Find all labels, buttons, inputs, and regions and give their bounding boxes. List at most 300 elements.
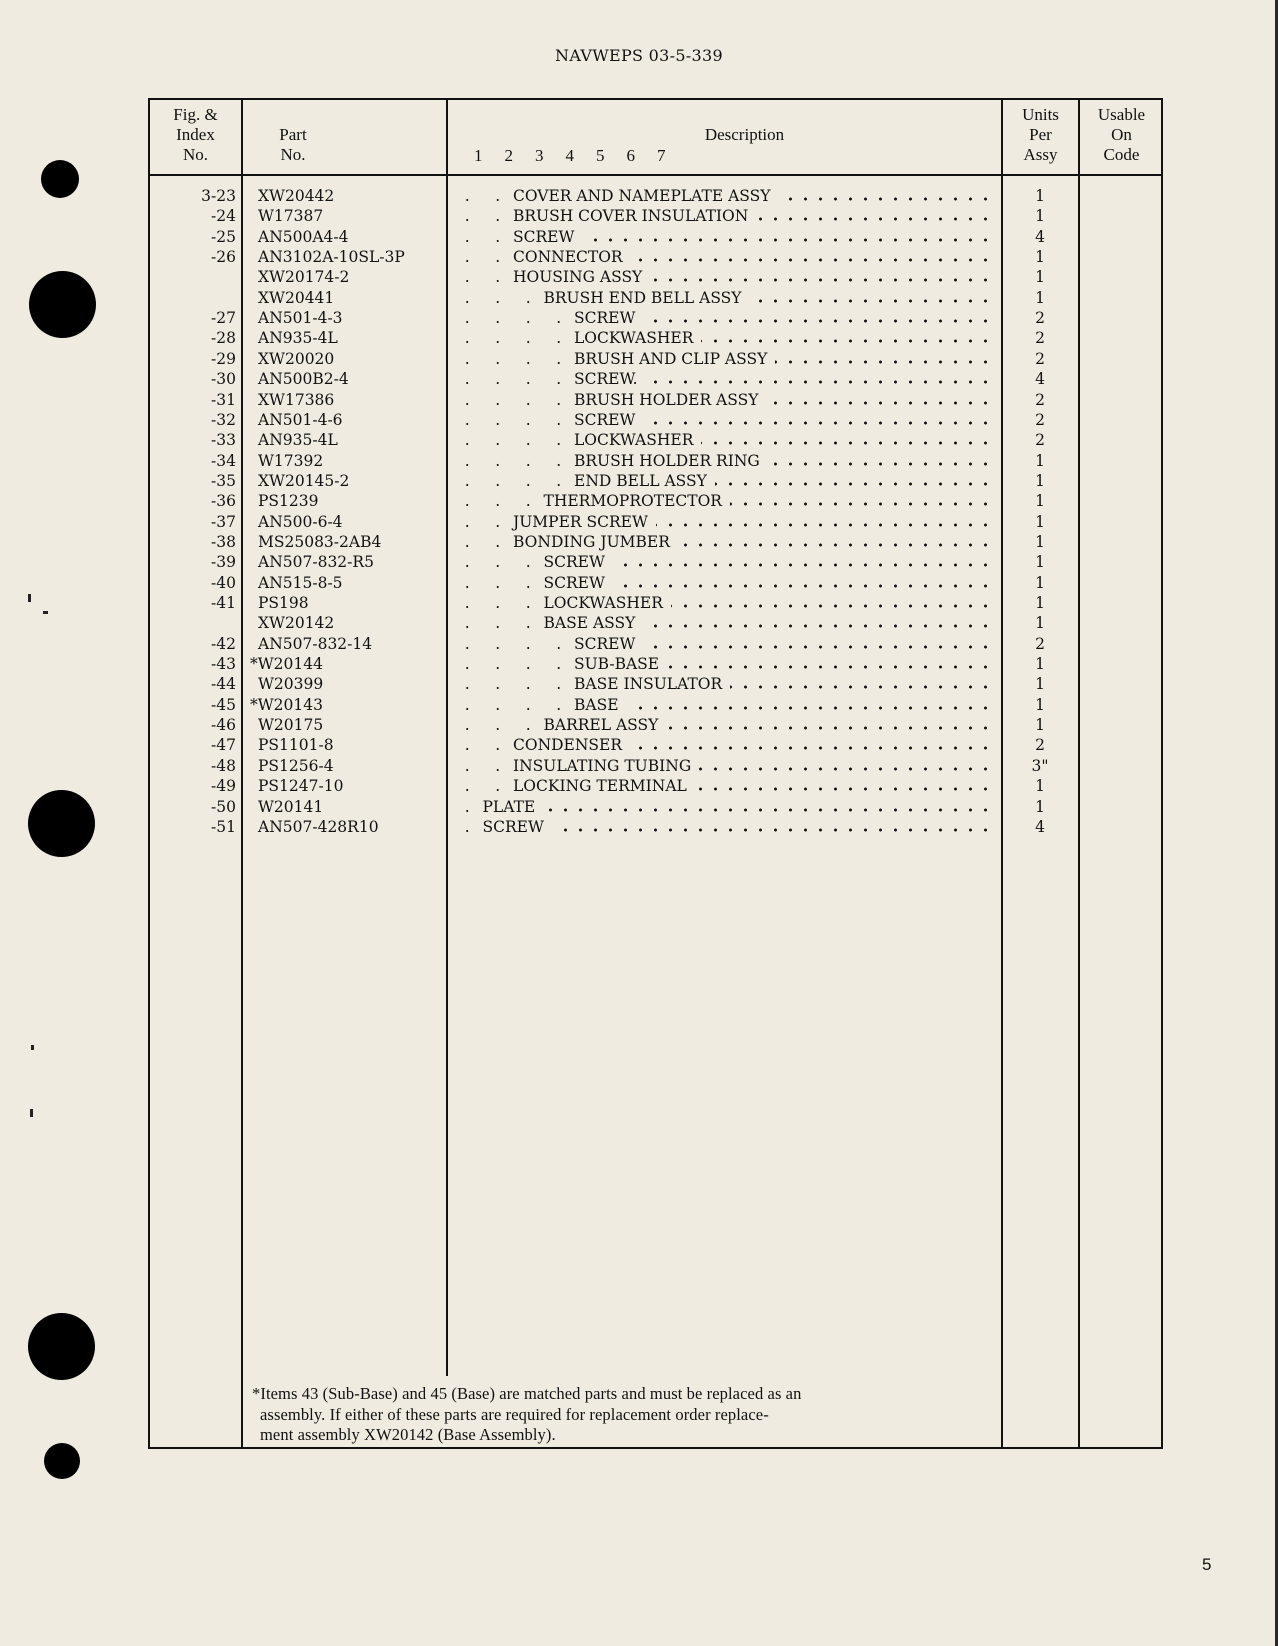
header-part: Part No.	[279, 125, 307, 164]
part-number: AN507-832-14	[258, 634, 373, 653]
indent-dot: .	[495, 309, 501, 328]
indent-dot: .	[464, 655, 470, 674]
units-per-assy: 1	[1035, 288, 1045, 307]
part-number: XW20020	[258, 349, 335, 368]
table-row	[150, 410, 1161, 430]
description	[452, 634, 996, 654]
description-text: BRUSH END BELL ASSY	[543, 288, 742, 307]
description-text: SCREW	[543, 553, 605, 572]
description-text: BONDING JUMBER	[513, 532, 670, 551]
scan-speck	[30, 1109, 33, 1117]
dot-leader	[779, 186, 996, 206]
description	[452, 797, 996, 817]
indent-dot: .	[495, 471, 501, 490]
description	[452, 471, 996, 491]
index-number: -49	[211, 777, 236, 796]
description-text: CONDENSER	[513, 736, 623, 755]
dot-leader	[643, 634, 996, 654]
dot-leader	[643, 410, 996, 430]
index-number: -39	[211, 553, 236, 572]
indent-dot: .	[525, 492, 531, 511]
table-row	[150, 532, 1161, 552]
description	[452, 756, 996, 776]
indent-dot: .	[464, 288, 470, 307]
dot-leader	[730, 674, 996, 694]
dot-leader	[644, 613, 996, 633]
dot-leader	[552, 817, 996, 837]
table-row	[150, 735, 1161, 755]
description	[452, 410, 996, 430]
scan-speck	[31, 1045, 34, 1050]
description-text: PLATE	[482, 797, 536, 816]
indent-dot: .	[464, 797, 470, 816]
indent-dot: .	[495, 736, 501, 755]
indent-dot: .	[525, 288, 531, 307]
index-number: -44	[211, 675, 236, 694]
indent-dot: .	[495, 716, 501, 735]
part-number: XW20142	[258, 614, 335, 633]
description-text: INSULATING TUBING	[513, 756, 692, 775]
part-number: AN500-6-4	[258, 512, 343, 531]
indent-dot: .	[525, 431, 531, 450]
indent-dot: .	[495, 512, 501, 531]
header-divider	[150, 174, 1161, 176]
description-text: LOCKWASHER	[574, 329, 694, 348]
indent-dot: .	[464, 594, 470, 612]
table-row	[150, 776, 1161, 796]
description-text: SCREW	[513, 227, 575, 246]
description-text: HOUSING ASSY	[513, 268, 643, 287]
indent-dot: .	[556, 410, 562, 429]
indent-dot: .	[525, 655, 531, 674]
indent-dot: .	[525, 309, 531, 328]
indent-dot: .	[464, 471, 470, 490]
units-per-assy: 2	[1035, 309, 1045, 328]
description-text: BRUSH HOLDER RING	[574, 451, 760, 470]
indent-dot: .	[495, 675, 501, 694]
footnote: *Items 43 (Sub-Base) and 45 (Base) are matched parts and must be replaced as an assembly. If either of these parts are required for replacement order replace- ment assembly XW20142 (Base Assembly).	[252, 1384, 802, 1444]
description-text: LOCKWASHER	[574, 431, 694, 450]
indent-dot: .	[464, 329, 470, 348]
description-text: SCREW	[574, 410, 636, 429]
units-per-assy: 1	[1035, 553, 1045, 572]
indent-dot: .	[495, 370, 501, 389]
description	[452, 349, 996, 369]
dot-leader	[643, 308, 996, 328]
index-number: -42	[211, 634, 236, 653]
punch-hole	[41, 160, 79, 198]
table-row	[150, 613, 1161, 633]
description-text: BASE	[574, 695, 619, 714]
indent-dot: .	[525, 594, 531, 612]
table-row	[150, 471, 1161, 491]
part-number: W20175	[258, 716, 324, 735]
indent-dot: .	[464, 614, 470, 633]
indent-dot: .	[464, 736, 470, 755]
table-row	[150, 247, 1161, 267]
indent-dot: .	[495, 695, 501, 714]
units-per-assy: 1	[1035, 716, 1045, 735]
indent-dot: .	[525, 471, 531, 490]
parts-list-table	[148, 98, 1163, 1449]
index-number: -33	[211, 431, 236, 450]
indent-dot: .	[525, 451, 531, 470]
description	[452, 593, 996, 613]
part-number: AN501-4-3	[258, 309, 343, 328]
units-per-assy: 2	[1035, 431, 1045, 450]
description-text: BASE INSULATOR	[574, 675, 723, 694]
indent-dot: .	[495, 594, 501, 612]
description	[452, 613, 996, 633]
indent-dot: .	[525, 553, 531, 572]
description	[452, 206, 996, 226]
description-text: CONNECTOR	[513, 248, 623, 267]
part-number: XW17386	[258, 390, 335, 409]
indent-dot: .	[495, 248, 501, 267]
description-text: SCREW.	[574, 370, 638, 389]
description	[452, 735, 996, 755]
part-number: AN515-8-5	[258, 573, 343, 592]
index-number: -48	[211, 756, 236, 775]
punch-hole	[28, 1313, 95, 1380]
part-number: AN3102A-10SL-3P	[258, 248, 405, 267]
dot-leader	[613, 552, 996, 572]
units-per-assy: 1	[1035, 451, 1045, 470]
indent-dot: .	[525, 634, 531, 653]
indent-dot: .	[495, 187, 501, 205]
part-number: AN935-4L	[258, 431, 338, 450]
dot-leader	[768, 451, 996, 471]
table-row	[150, 715, 1161, 735]
description-text: SCREW	[482, 817, 544, 836]
indent-dot: .	[464, 349, 470, 368]
table-row	[150, 430, 1161, 450]
index-number: -35	[211, 471, 236, 490]
index-number: -28	[211, 329, 236, 348]
part-number: AN500B2-4	[258, 370, 349, 389]
description-text: BRUSH HOLDER ASSY	[574, 390, 759, 409]
description	[452, 695, 996, 715]
table-row	[150, 369, 1161, 389]
indent-dot: .	[464, 817, 470, 836]
dot-leader	[750, 288, 996, 308]
indent-dot: .	[464, 492, 470, 511]
description	[452, 674, 996, 694]
description	[452, 552, 996, 572]
indent-dot: .	[495, 410, 501, 429]
indent-dot: .	[464, 207, 470, 226]
part-number: XW20145-2	[258, 471, 350, 490]
indent-dot: .	[525, 329, 531, 348]
description-text: COVER AND NAMEPLATE ASSY	[513, 187, 771, 205]
dot-leader	[613, 573, 996, 593]
indent-dot: .	[464, 268, 470, 287]
indent-level-numbers: 1 2 3 4 5 6 7	[474, 146, 666, 165]
indent-dot: .	[495, 492, 501, 511]
dot-leader	[699, 756, 996, 776]
description	[452, 817, 996, 837]
description	[452, 369, 996, 389]
units-per-assy: 1	[1035, 248, 1045, 267]
indent-dot: .	[495, 614, 501, 633]
dot-leader	[701, 430, 996, 450]
indent-dot: .	[464, 532, 470, 551]
description	[452, 451, 996, 471]
part-number: MS25083-2AB4	[258, 532, 382, 551]
units-per-assy: 2	[1035, 349, 1045, 368]
part-number: PS1239	[258, 492, 319, 511]
index-number: -32	[211, 410, 236, 429]
indent-dot: .	[464, 248, 470, 267]
units-per-assy: 1	[1035, 614, 1045, 633]
index-number: -27	[211, 309, 236, 328]
part-number: AN935-4L	[258, 329, 338, 348]
part-number: W17392	[258, 451, 324, 470]
table-row	[150, 634, 1161, 654]
indent-dot: .	[495, 756, 501, 775]
dot-leader	[671, 593, 996, 613]
description	[452, 491, 996, 511]
header-description: Description	[704, 125, 785, 144]
dot-leader	[667, 654, 996, 674]
table-row	[150, 593, 1161, 613]
units-per-assy: 1	[1035, 187, 1045, 205]
description	[452, 288, 996, 308]
indent-dot: .	[556, 675, 562, 694]
indent-dot: .	[495, 390, 501, 409]
dot-leader	[582, 227, 996, 247]
indent-dot: .	[495, 655, 501, 674]
part-number: W20141	[258, 797, 324, 816]
description-text: SCREW	[574, 309, 636, 328]
units-per-assy: 1	[1035, 512, 1045, 531]
index-number: -43	[211, 655, 236, 674]
indent-dot: .	[525, 390, 531, 409]
indent-dot: .	[464, 187, 470, 205]
indent-dot: .	[495, 777, 501, 796]
table-row	[150, 288, 1161, 308]
part-number: PS198	[258, 594, 309, 612]
dot-leader	[656, 512, 996, 532]
index-number: -51	[211, 817, 236, 836]
dot-leader	[627, 695, 996, 715]
index-number: -29	[211, 349, 236, 368]
punch-hole	[44, 1443, 80, 1479]
indent-dot: .	[495, 349, 501, 368]
table-row	[150, 797, 1161, 817]
description	[452, 186, 996, 206]
indent-dot: .	[525, 614, 531, 633]
table-row	[150, 674, 1161, 694]
index-number: 3-23	[201, 187, 236, 205]
description-text: END BELL ASSY	[574, 471, 707, 490]
header-code: Usable On Code	[1097, 105, 1146, 164]
units-per-assy: 1	[1035, 695, 1045, 714]
part-number: XW20442	[258, 187, 335, 205]
punch-hole	[29, 271, 96, 338]
part-number: XW20174-2	[258, 268, 350, 287]
table-row	[150, 573, 1161, 593]
description-text: BRUSH AND CLIP ASSY	[574, 349, 768, 368]
units-per-assy: 1	[1035, 675, 1045, 694]
description	[452, 390, 996, 410]
table-row	[150, 552, 1161, 572]
table-row	[150, 267, 1161, 287]
header-index: Fig. & Index No.	[173, 105, 218, 164]
description-text: JUMPER SCREW	[513, 512, 648, 531]
part-number: XW20441	[258, 288, 335, 307]
units-per-assy: 2	[1035, 329, 1045, 348]
part-number: PS1256-4	[258, 756, 334, 775]
dot-leader	[715, 471, 996, 491]
dot-leader	[650, 267, 996, 287]
index-number: -36	[211, 492, 236, 511]
description	[452, 308, 996, 328]
indent-dot: .	[464, 390, 470, 409]
index-number: -46	[211, 716, 236, 735]
description	[452, 654, 996, 674]
indent-dot: .	[464, 756, 470, 775]
part-number: *W20144	[250, 655, 323, 674]
dot-leader	[730, 491, 996, 511]
units-per-assy: 2	[1035, 390, 1045, 409]
units-per-assy: 1	[1035, 655, 1045, 674]
indent-dot: .	[464, 370, 470, 389]
table-row	[150, 695, 1161, 715]
indent-dot: .	[556, 695, 562, 714]
description	[452, 430, 996, 450]
document-number: NAVWEPS 03-5-339	[555, 46, 723, 65]
part-number: AN507-428R10	[258, 817, 379, 836]
units-per-assy: 1	[1035, 471, 1045, 490]
indent-dot: .	[464, 675, 470, 694]
description	[452, 776, 996, 796]
indent-dot: .	[556, 655, 562, 674]
units-per-assy: 4	[1035, 370, 1045, 389]
dot-leader	[678, 532, 996, 552]
indent-dot: .	[495, 573, 501, 592]
indent-dot: .	[556, 349, 562, 368]
indent-dot: .	[556, 329, 562, 348]
dot-leader	[695, 776, 996, 796]
description	[452, 227, 996, 247]
description-text: SCREW	[543, 573, 605, 592]
description	[452, 512, 996, 532]
indent-dot: .	[495, 532, 501, 551]
part-number: PS1101-8	[258, 736, 334, 755]
index-number: -37	[211, 512, 236, 531]
index-number: -34	[211, 451, 236, 470]
scan-speck	[43, 611, 48, 614]
description-text: THERMOPROTECTOR	[543, 492, 722, 511]
dot-leader	[775, 349, 996, 369]
index-number: -26	[211, 248, 236, 267]
indent-dot: .	[495, 634, 501, 653]
header-units: Units Per Assy	[1022, 105, 1059, 164]
table-row	[150, 227, 1161, 247]
description-text: BASE ASSY	[543, 614, 636, 633]
index-number: -25	[211, 227, 236, 246]
dot-leader	[630, 735, 996, 755]
index-number: -50	[211, 797, 236, 816]
indent-dot: .	[556, 471, 562, 490]
description-text: LOCKWASHER	[543, 594, 663, 612]
indent-dot: .	[556, 370, 562, 389]
units-per-assy: 2	[1035, 736, 1045, 755]
table-row	[150, 390, 1161, 410]
indent-dot: .	[525, 410, 531, 429]
part-number: PS1247-10	[258, 777, 344, 796]
indent-dot: .	[464, 573, 470, 592]
table-row	[150, 451, 1161, 471]
units-per-assy: 1	[1035, 207, 1045, 226]
table-row	[150, 206, 1161, 226]
description-text: BARREL ASSY	[543, 716, 659, 735]
indent-dot: .	[556, 431, 562, 450]
index-number: -40	[211, 573, 236, 592]
indent-dot: .	[464, 634, 470, 653]
description-text: SUB-BASE	[574, 655, 660, 674]
indent-dot: .	[525, 349, 531, 368]
part-number: *W20143	[250, 695, 323, 714]
part-number: AN501-4-6	[258, 410, 343, 429]
units-per-assy: 1	[1035, 594, 1045, 612]
units-per-assy: 3"	[1031, 756, 1049, 775]
indent-dot: .	[495, 329, 501, 348]
part-number: W17387	[258, 207, 324, 226]
indent-dot: .	[525, 675, 531, 694]
table-row	[150, 654, 1161, 674]
description-text: LOCKING TERMINAL	[513, 777, 687, 796]
units-per-assy: 1	[1035, 532, 1045, 551]
indent-dot: .	[525, 695, 531, 714]
indent-dot: .	[495, 451, 501, 470]
description	[452, 532, 996, 552]
description	[452, 573, 996, 593]
index-number: -45	[211, 695, 236, 714]
dot-leader	[756, 206, 996, 226]
indent-dot: .	[556, 634, 562, 653]
dot-leader	[631, 247, 996, 267]
indent-dot: .	[464, 431, 470, 450]
description-text: BRUSH COVER INSULATION	[513, 207, 749, 226]
dot-leader	[544, 797, 996, 817]
indent-dot: .	[464, 451, 470, 470]
index-number: -31	[211, 390, 236, 409]
description-text: SCREW	[574, 634, 636, 653]
units-per-assy: 2	[1035, 410, 1045, 429]
indent-dot: .	[556, 309, 562, 328]
indent-dot: .	[464, 410, 470, 429]
indent-dot: .	[464, 695, 470, 714]
units-per-assy: 1	[1035, 492, 1045, 511]
table-row	[150, 308, 1161, 328]
units-per-assy: 4	[1035, 227, 1045, 246]
indent-dot: .	[495, 268, 501, 287]
indent-dot: .	[464, 309, 470, 328]
description	[452, 267, 996, 287]
table-row	[150, 328, 1161, 348]
indent-dot: .	[495, 553, 501, 572]
description	[452, 247, 996, 267]
indent-dot: .	[495, 288, 501, 307]
index-number: -47	[211, 736, 236, 755]
indent-dot: .	[495, 207, 501, 226]
scan-speck	[28, 594, 31, 602]
description	[452, 328, 996, 348]
index-number: -30	[211, 370, 236, 389]
punch-hole	[28, 790, 95, 857]
